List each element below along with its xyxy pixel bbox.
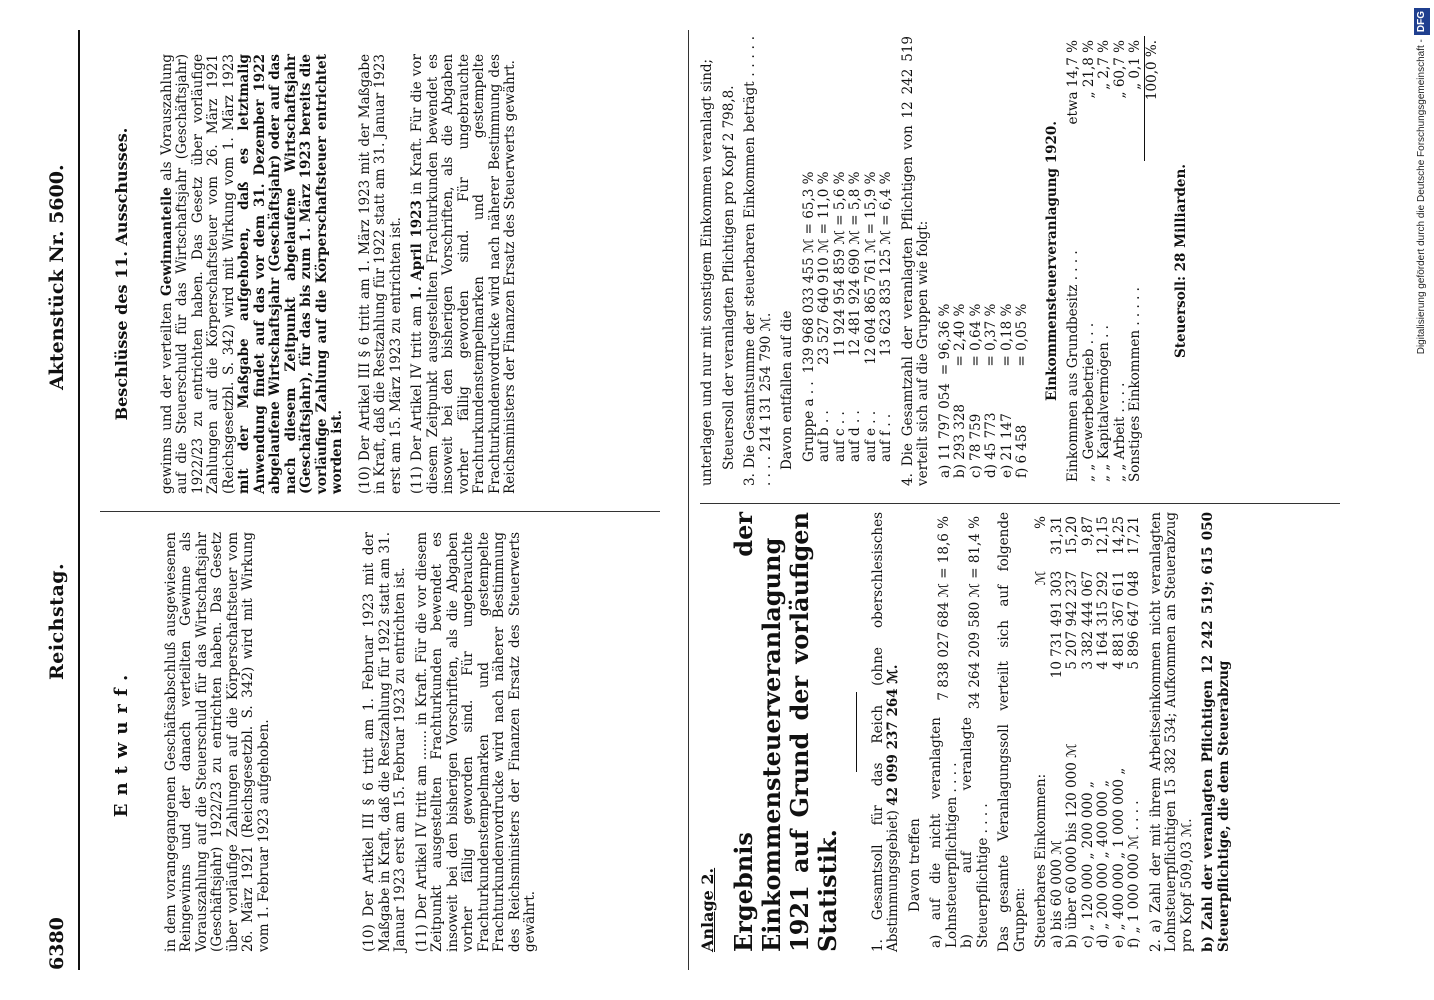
- column-divider-top: [100, 511, 660, 512]
- continuation-text: unterlagen und nur mit sonstigem Einkommen veranlagt sind;: [699, 58, 715, 486]
- income-group-row: e) „ 400 000 „ 1 000 000 „ 4 881 367 611 14,25: [1110, 516, 1127, 948]
- header-reichstag: Reichstag.: [46, 562, 68, 680]
- taxpayer-count-row: f) 6 458 = 0,05 %: [1014, 303, 1030, 478]
- anlage-ab-table: [929, 512, 991, 952]
- income-1920-table: [1066, 36, 1160, 486]
- page-header: [40, 0, 80, 1000]
- dfg-credit-text: Digitalisierung gefördert durch die Deutsche Forschungsgemeinschaft -: [1416, 39, 1427, 355]
- column-divider-bottom: [700, 503, 1340, 504]
- taxpayer-count-row: b) 293 328 = 2,40 %: [952, 303, 968, 478]
- income-sum-table: [802, 168, 895, 466]
- income-1920-row: „ „ Arbeit . . . . „ 60,7 %: [1111, 40, 1128, 482]
- steuersoll-total: Steuersoll: 28 Milliarden.: [1173, 164, 1189, 358]
- title-rule: [856, 692, 857, 772]
- beschluesse-paragraph-1: gewinns und der verteilten Gewinnanteile als Vorauszahlung auf die Steuerschuld für das Wirtschaftsjahr (Geschäftsjahr) 1922/23 zu entrichten haben. Das Gesetz über vorläufige Zahlungen auf die Körperschaftsteuer vom 26. März 1921 (Reichsgesetzbl. S. 342) wird mit Wirkung vom 1. März 1923 mit der Maßgabe aufgehoben, daß es letztmalig Anwendung findet auf das vor dem 31. Dezember 1922 abgelaufene Wirtschaftsjahr (Geschäftsjahr) oder auf das nach diesem Zeitpunkt abgelaufene Wirtschaftsjahr (Geschäftsjahr), für das bis zum 1. März 1923 bereits die vorläufige Zahlung auf die Körperschaftsteuer entrichtet worden ist.: [158, 54, 345, 494]
- entwurf-column: [100, 532, 545, 952]
- dfg-side-note: [1414, 8, 1430, 988]
- anlage-row-a: a) auf die nicht veranlagten Lohnsteuerpflichtigen . . . . 7 838 027 684 ℳ = 18,6 %: [928, 516, 960, 948]
- taxpayer-count-row: c) 78 759 = 0,64 %: [967, 303, 984, 478]
- taxpayer-count-row: e) 21 147 = 0,18 %: [998, 303, 1015, 478]
- income-sum-row: auf e . . 12 604 865 761 ℳ = 15,9 %: [862, 171, 879, 462]
- entwurf-paragraph-1: in dem vorangegangenen Geschäftsabschluß ausgewiesenen Reingewinns und der danach verteilten Gewinne als Vorauszahlung auf die Steuerschuld für das Wirtschaftsjahr (Geschäftsjahr) 1922/23 zu entrichten haben. Das Gesetz über vorläufige Zahlungen auf die Körperschaftsteuer vom 26. März 1921 (Reichsgesetzbl. S. 342) wird mit Wirkung vom 1. Februar 1923 aufgehoben.: [162, 532, 272, 952]
- income-1920-row: Sonstiges Einkommen . . . . . „ 0,1 %: [1127, 40, 1144, 482]
- taxpayer-count-row: d) 45 773 = 0,37 %: [983, 303, 999, 478]
- income-sum-row: auf f . . 13 623 835 125 ℳ = 6,4 %: [878, 171, 894, 462]
- anlage-row-b: b) auf veranlagte Steuerpflichtige . . . . 34 264 209 580 ℳ = 81,4 %: [959, 516, 991, 948]
- income-1920-row: Einkommen aus Grundbesitz . . . . etwa 14,7 %: [1065, 40, 1081, 482]
- income-group-row: d) „ 200 000 „ 400 000 „ 4 164 315 292 12,15: [1095, 516, 1111, 948]
- income-1920-row: „ „ Gewerbebetrieb . . . „ 21,8 %: [1080, 40, 1097, 482]
- anlage-title: Ergebnis der Einkommensteuerveranlagung 1921 auf Grund der vorläufigen Statistik.: [728, 512, 842, 952]
- taxpayer-count-row: a) 11 797 054 = 96,36 %: [936, 303, 953, 478]
- income-group-row: c) „ 120 000 „ 200 000 „ 3 382 444 067 9,87: [1079, 516, 1096, 948]
- taxpayer-count-table: [938, 300, 1031, 482]
- anlage-item-1: 1. Gesamtsoll für das Reich (ohne oberschlesisches Abstimmungsgebiet) 42 099 237 264 ℳ.: [869, 512, 901, 952]
- entwurf-paragraph-10: (10) Der Artikel III § 6 tritt am 1. Februar 1923 mit der Maßgabe in Kraft, daß die Restzahlung für 1922 statt am 31. Januar 1923 erst am 15. Februar 1923 zu entrichten ist.: [361, 532, 408, 952]
- income-sum-row: auf b . . 23 527 640 910 ℳ = 11,0 %: [816, 171, 832, 462]
- item-4: 4. Die Gesamtzahl der veranlagten Pflichtigen von 12 242 519 verteilt sich auf die Gruppen wie folgt:: [899, 36, 931, 486]
- income-sum-row: auf c . . 11 924 954 859 ℳ = 5,6 %: [831, 171, 848, 462]
- income-group-row: b) über 60 000 bis 120 000 ℳ 5 207 942 237 15,20: [1064, 516, 1080, 948]
- beschluesse-paragraph-11: (11) Der Artikel IV tritt am 1. April 1923 in Kraft. Für die vor diesem Zeitpunkt ausgestellten Frachturkunden bewendet es insoweit bei den bisherigen Vorschriften, als die Abgaben vorher fällig geworden sind. Für ungebrauchte Frachturkundenstempelmarken und gestempelte Frachturkundenvordrucke wird nach näherer Bestimmung des Reichsministers der Finanzen Ersatz des Steuerwerts gewährt.: [409, 54, 518, 494]
- title-1920: Einkommensteuerveranlagung 1920.: [1043, 121, 1060, 401]
- income-1920-total: 100,0 %.: [1144, 36, 1160, 486]
- header-aktenstueck: Aktenstück Nr. 5600.: [46, 164, 68, 390]
- dfg-logo: DFG: [1414, 8, 1430, 35]
- beschluesse-heading: Beschlüsse des 11. Ausschusses.: [112, 127, 131, 421]
- income-sum-row: auf d . . 12 481 924 690 ℳ = 5,8 %: [847, 171, 863, 462]
- entwurf-heading: Entwurf.: [111, 666, 132, 818]
- anlage-left-column: [700, 512, 1238, 952]
- income-groups-header: Steuerbares Einkommen: ℳ %: [1033, 516, 1049, 948]
- income-1920-row: „ „ Kapitalvermögen . . „ 2,7 %: [1096, 40, 1112, 482]
- entwurf-paragraph-11: (11) Der Artikel IV tritt am ....... in Kraft. Für die vor diesem Zeitpunkt ausgestellten Frachturkunden bewendet es insoweit bei den bisherigen Vorschriften, als die Abgaben vorher fällig geworden sind. Für ungebrauchte Frachturkundenstempelmarken und gestempelte Frachturkundenvordrucke wird nach näherer Bestimmung des Reichsministers der Finanzen Ersatz des Steuerwerts gewährt.: [413, 532, 538, 952]
- beschluesse-column: [100, 54, 525, 494]
- income-group-row: a) bis 60 000 ℳ 10 731 491 303 31,31: [1048, 516, 1065, 948]
- income-group-row: f) „ 1 000 000 ℳ . . . . 5 896 647 048 17,21: [1126, 516, 1142, 948]
- income-groups-table: [1034, 512, 1143, 952]
- item-3-davon: Davon entfallen auf die: [779, 310, 795, 470]
- anlage-item-2b: b) Zahl der veranlagten Pflichtigen 12 242 519; 615 050 Steuerpflichtige, die dem Steuerabzug: [1200, 512, 1232, 952]
- beschluesse-paragraph-10: (10) Der Artikel III § 6 tritt am 1. März 1923 mit der Maßgabe in Kraft, daß die Restzahlung für 1922 statt am 31. Januar 1923 erst am 15. März 1923 zu entrichten ist.: [356, 54, 404, 494]
- item-3: 3. Die Gesamtsumme der steuerbaren Einkommen beträgt . . . . . . . . . 214 131 254 790 ℳ.: [742, 36, 774, 486]
- header-rule: [78, 30, 80, 970]
- page-number: 6380: [46, 917, 68, 970]
- anlage-right-column: [700, 36, 1196, 486]
- steuersoll-per-head: Steuersoll der veranlagten Pflichtigen pro Kopf 2 798,8.: [720, 85, 737, 470]
- income-sum-row: Gruppe a . . 139 968 033 455 ℳ = 65,3 %: [800, 171, 817, 462]
- anlage-davon: Davon treffen: [906, 818, 923, 912]
- section-divider: [688, 30, 689, 970]
- anlage-item-2a: 2. a) Zahl der mit ihrem Arbeitseinkommen nicht veranlagten Lohnsteuerpflichtigen 15 382 534; Aufkommen an Steuerabzug pro Kopf 509,03 ℳ.: [1147, 512, 1195, 952]
- anlage-label: Anlage 2.: [698, 867, 717, 952]
- anlage-distribution-text: Das gesamte Veranlagungssoll verteilt sich auf folgende Gruppen:: [996, 512, 1028, 952]
